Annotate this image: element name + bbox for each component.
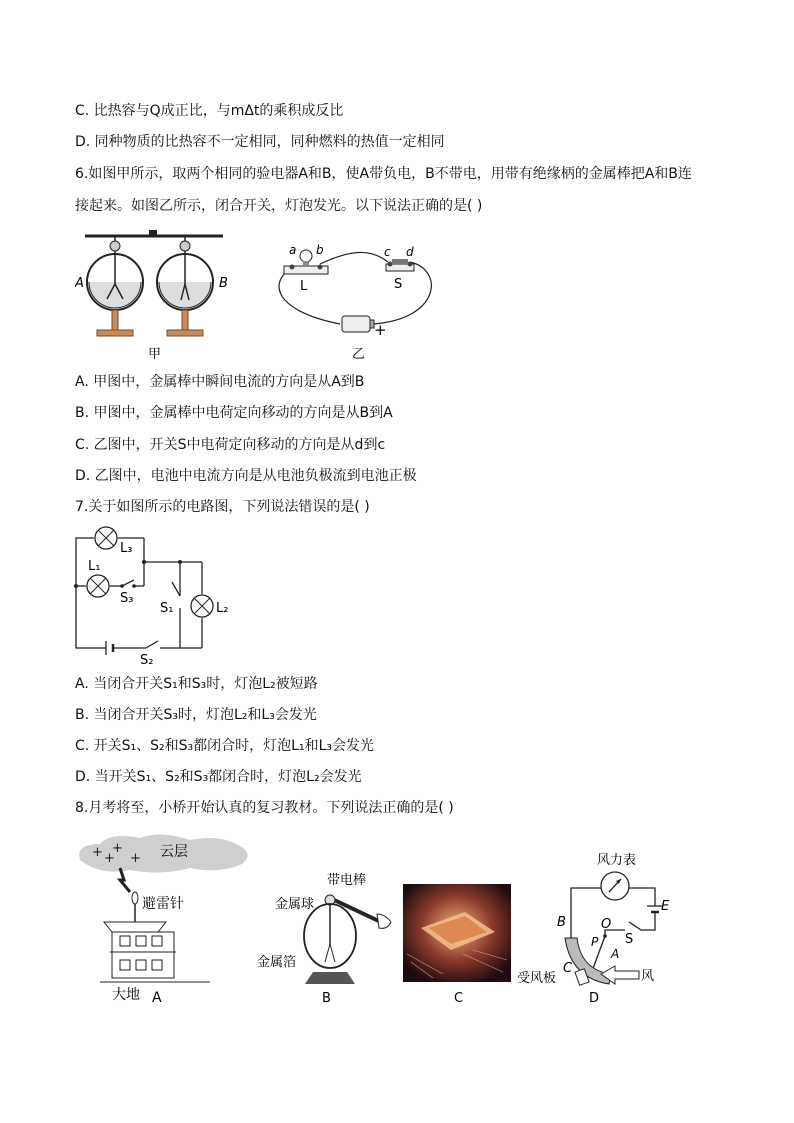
label-e: E [661,899,670,914]
q6-option-c: C. 乙图中，开关S中电荷定向移动的方向是从d到c [75,437,386,453]
q6-option-d: D. 乙图中，电池中电流方向是从电池负极流到电池正极 [75,468,417,484]
svg-text:+: + [92,845,103,860]
q7-circuit-diagram [70,524,245,670]
q7-option-b: B. 当闭合开关S₃时，灯泡L₂和L₃会发光 [75,707,317,723]
figure-caption-d: D [589,991,600,1006]
electroscope-figure [75,224,235,364]
lamp-l1-symbol [87,575,109,597]
label-a: A [611,947,620,961]
battery-plus-sign: + [374,321,387,339]
switch-terminal-c: c [384,245,391,259]
label-s1: S₁ [160,601,174,616]
figure-caption-b: B [322,991,331,1006]
label-s: S [625,932,634,947]
q6-stem-line2: 接起来。如图乙所示，闭合开关，灯泡发光。以下说法正确的是( ) [75,198,483,214]
lamp-label-l: L [300,279,308,294]
label-b: B [557,915,566,930]
switch-label-s: S [394,277,403,292]
lightning-rod-figure [70,832,255,1007]
label-o: O [601,917,612,932]
q6-option-b: B. 甲图中，金属棒中电荷定向移动的方向是从B到A [75,405,393,421]
label-l2: L₂ [216,601,229,616]
label-ground: 大地 [112,987,140,1003]
q5-option-d: D. 同种物质的比热容不一定相同，同种燃料的热值一定相同 [75,134,445,150]
lamp-l3-symbol [95,527,117,549]
lamp-terminal-a: a [289,243,297,257]
svg-text:+: + [130,851,141,866]
label-l1: L₁ [88,559,101,574]
figure-caption-jia: 甲 [148,347,162,362]
label-lightning-rod: 避雷针 [142,896,184,912]
q6-option-a: A. 甲图中，金属棒中瞬间电流的方向是从A到B [75,374,365,390]
svg-text:+: + [112,841,123,856]
q6-stem-line1: 6.如图甲所示，取两个相同的验电器A和B，使A带负电，B不带电，用带有绝缘柄的金属棒把A和B连 [75,166,692,182]
label-wind-plate: 受风板 [517,971,557,986]
label-metal-ball: 金属球 [275,897,315,912]
label-wind: 风 [641,969,655,984]
q7-stem: 7.关于如图所示的电路图，下列说法错误的是( ) [75,499,370,515]
figure-caption-a: A [152,990,162,1006]
switch-terminal-d: d [406,245,414,259]
electroscope-label-b: B [219,276,228,291]
lamp-terminal-b: b [316,243,324,257]
svg-text:+: + [104,851,115,866]
label-metal-foil: 金属箔 [257,955,297,970]
charged-rod-figure [255,866,405,1006]
q5-option-c: C. 比热容与Q成正比，与mΔt的乘积成反比 [75,103,344,119]
label-charged-rod: 带电棒 [327,873,367,888]
q7-option-d: D. 当开关S₁、S₂和S₃都闭合时，灯泡L₂会发光 [75,769,362,785]
lamp-l2-symbol [191,595,213,617]
q7-option-c: C. 开关S₁、S₂和S₃都闭合时，灯泡L₁和L₃会发光 [75,738,374,754]
lamp-circuit-figure [270,240,440,364]
wind-meter-figure [515,846,695,1008]
label-l3: L₃ [120,541,133,556]
figure-caption-yi: 乙 [352,347,366,362]
label-wind-meter: 风力表 [597,853,637,868]
chip-figure [403,884,511,1008]
label-cloud: 云层 [160,844,188,860]
label-s2: S₂ [140,653,154,668]
electroscope-label-a: A [75,276,84,291]
label-s3: S₃ [120,591,134,606]
figure-caption-c: C [454,991,464,1006]
q7-option-a: A. 当闭合开关S₁和S₃时，灯泡L₂被短路 [75,676,318,692]
q8-stem: 8.月考将至，小桥开始认真的复习教材。下列说法正确的是( ) [75,800,454,816]
label-c: C [563,961,573,976]
label-p: P [591,935,599,949]
